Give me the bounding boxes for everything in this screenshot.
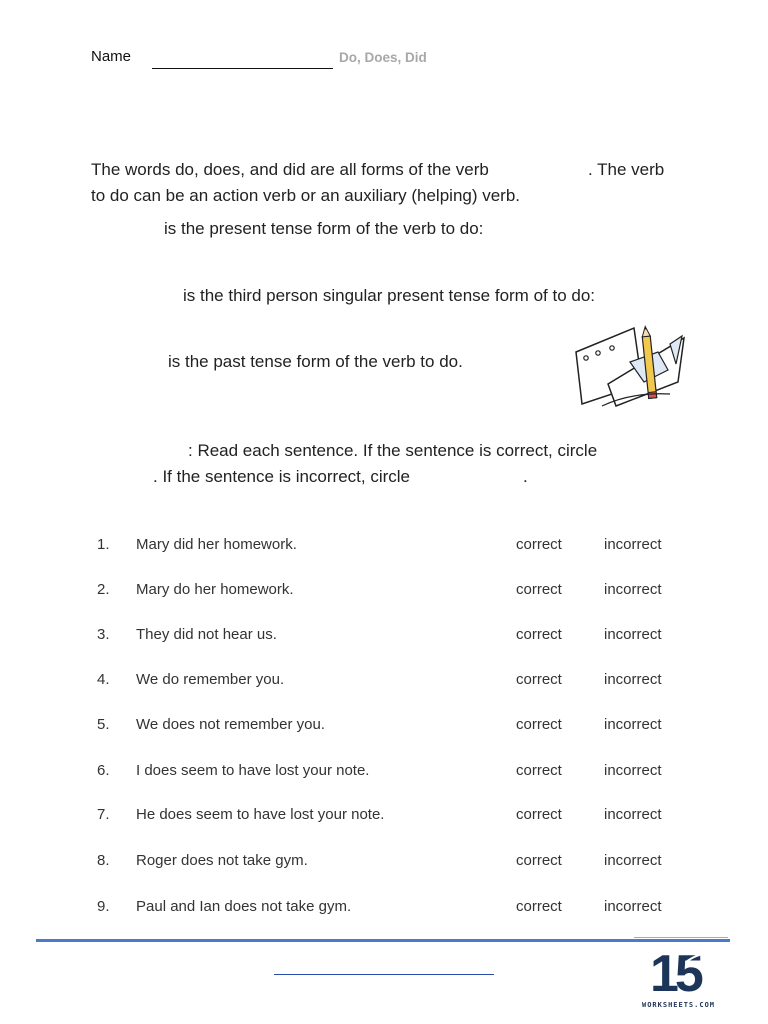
item-sentence: I does seem to have lost your note. <box>136 762 370 779</box>
item-sentence: He does seem to have lost your note. <box>136 806 385 823</box>
option-correct[interactable]: correct <box>516 762 562 779</box>
item-number: 7. <box>97 806 110 823</box>
intro-line-2: to do can be an action verb or an auxiliary (helping) verb. <box>91 186 521 205</box>
option-correct[interactable]: correct <box>516 806 562 823</box>
footer-link-underline[interactable] <box>274 974 494 975</box>
item-sentence: Roger does not take gym. <box>136 852 308 869</box>
option-incorrect[interactable]: incorrect <box>604 716 662 733</box>
item-sentence: We do remember you. <box>136 671 285 688</box>
item-number: 5. <box>97 716 110 733</box>
item-number: 3. <box>97 626 110 643</box>
exercise-item <box>0 536 768 566</box>
item-sentence: Mary do her homework. <box>136 581 294 598</box>
option-incorrect[interactable]: incorrect <box>604 762 662 779</box>
item-number: 1. <box>97 536 110 553</box>
item-number: 6. <box>97 762 110 779</box>
logo-number: 15 <box>650 945 700 1003</box>
did-definition: is the past tense form of the verb to do. <box>168 352 463 371</box>
intro-line-1: The words do, does, and did are all forms of the verb <box>91 160 489 179</box>
directions-line-2: . If the sentence is incorrect, circle <box>153 467 410 486</box>
item-sentence: Mary did her homework. <box>136 536 297 553</box>
item-number: 2. <box>97 581 110 598</box>
intro-line-1-end: . The verb <box>588 160 665 179</box>
option-incorrect[interactable]: incorrect <box>604 898 662 915</box>
exercise-item <box>0 671 768 701</box>
directions-line-2-end: . <box>523 467 528 486</box>
option-correct[interactable]: correct <box>516 716 562 733</box>
footer-accent-line <box>634 937 728 938</box>
item-sentence: We does not remember you. <box>136 716 325 733</box>
do-definition: is the present tense form of the verb to do: <box>164 219 484 238</box>
logo-swoosh-icon <box>680 948 720 988</box>
option-incorrect[interactable]: incorrect <box>604 806 662 823</box>
option-incorrect[interactable]: incorrect <box>604 581 662 598</box>
option-correct[interactable]: correct <box>516 626 562 643</box>
option-correct[interactable]: correct <box>516 581 562 598</box>
option-incorrect[interactable]: incorrect <box>604 626 662 643</box>
exercise-item <box>0 581 768 611</box>
name-label: Name <box>91 48 132 65</box>
option-incorrect[interactable]: incorrect <box>604 852 662 869</box>
footer-divider <box>36 939 730 942</box>
does-definition: is the third person singular present tense form of to do: <box>183 286 596 305</box>
item-number: 8. <box>97 852 110 869</box>
item-number: 9. <box>97 898 110 915</box>
option-correct[interactable]: correct <box>516 852 562 869</box>
item-sentence: Paul and Ian does not take gym. <box>136 898 352 915</box>
exercise-item <box>0 716 768 746</box>
option-correct[interactable]: correct <box>516 898 562 915</box>
exercise-item <box>0 806 768 836</box>
exercise-item <box>0 852 768 882</box>
option-incorrect[interactable]: incorrect <box>604 671 662 688</box>
item-sentence: They did not hear us. <box>136 626 277 643</box>
directions-line-1: : Read each sentence. If the sentence is correct, circle <box>188 441 598 460</box>
paper-and-pencil-icon <box>572 322 692 418</box>
site-logo <box>636 944 728 1016</box>
option-incorrect[interactable]: incorrect <box>604 536 662 553</box>
item-number: 4. <box>97 671 110 688</box>
option-correct[interactable]: correct <box>516 536 562 553</box>
exercise-item <box>0 898 768 928</box>
option-correct[interactable]: correct <box>516 671 562 688</box>
exercise-item <box>0 626 768 656</box>
worksheet-subtitle: Do, Does, Did <box>339 50 427 65</box>
logo-text: WORKSHEETS.COM <box>642 1001 716 1009</box>
exercise-item <box>0 762 768 792</box>
name-blank-line[interactable] <box>152 68 333 69</box>
